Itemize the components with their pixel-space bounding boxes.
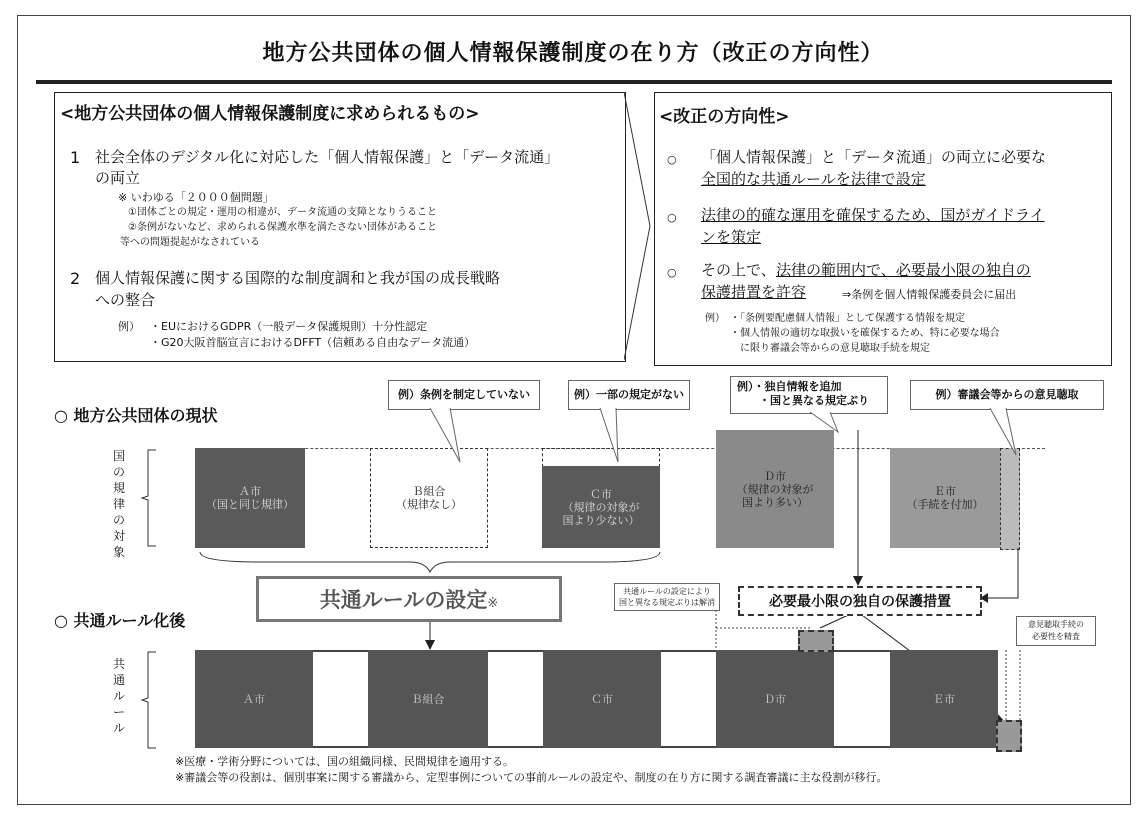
right-example-l1: ・「条例要配慮個人情報」として保護する情報を規定 (730, 313, 965, 324)
common-rule-text: 共通ルールの設定 (319, 588, 488, 612)
cell-a-name: Ａ市 (239, 485, 261, 498)
callout-hearing-text: 例）審議会等からの意見聴取 (935, 388, 1079, 401)
hearing-note (1016, 616, 1096, 646)
cell-a-sub: （国と同じ規律） (206, 498, 294, 511)
after-bar-a (195, 650, 313, 748)
bullet-2: ○ (667, 211, 677, 224)
cell-b-sub: （規律なし） (396, 498, 462, 511)
after-axis-label-col (112, 656, 126, 736)
cell-c-sub2: 国より少ない） (562, 513, 640, 527)
after-bar-d-label: Ｄ市 (764, 692, 786, 706)
callout-own-info-l2: ・国と異なる規定ぶり (759, 394, 869, 407)
resolved-note-l2: 国と異なる規定ぶりは解消 (619, 598, 715, 607)
e-hearing-measure (996, 720, 1022, 752)
right-example-l2: ・個人情報の適切な取扱いを確保するため、特に必要な場合 (730, 328, 1000, 339)
item1-note-l3: ②条例がないなど、求められる保護水準を満たさない団体があること (128, 222, 437, 233)
cell-e-name: Ｅ市 (934, 485, 956, 498)
footnote-2: ※審議会等の役割は、個別事案に関する審議から、定型事例についての事前ルールの設定や、制度の在り方に関する調査審議に主な役割が移行。 (175, 771, 888, 784)
resolved-note (614, 583, 720, 611)
bullet-3: ○ (667, 266, 677, 279)
b3-note: ⇒条例を個人情報保護委員会に届出 (842, 288, 1017, 301)
left-panel-heading: <地方公共団体の個人情報保護制度に求められるもの> (60, 104, 480, 124)
after-bar-b (368, 650, 488, 748)
right-example-l3: に限り審議会等からの意見聴取手続を規定 (740, 343, 930, 354)
b1-l2: 全国的な共通ルールを法律で設定 (701, 170, 926, 188)
after-heading: ○ 共通ルール化後 (54, 611, 186, 630)
item2-num: 2 (70, 269, 81, 288)
after-bar-b-label: Ｂ組合 (411, 692, 445, 706)
measures-text: 必要最小限の独自の保護措置 (769, 594, 951, 610)
common-rule-mark: ※ (487, 595, 499, 611)
b3-l1-b: 法律の範囲内で、必要最小限の独自の (776, 261, 1031, 279)
item1-text-l2: の両立 (95, 169, 141, 187)
cell-b-name: Ｂ組合 (412, 485, 446, 498)
cell-e-sub: （手続を付加） (906, 498, 984, 511)
cell-d-name: Ｄ市 (764, 469, 786, 483)
after-axis-label: 共通ルール (112, 657, 125, 735)
common-rule-box (256, 576, 562, 622)
resolved-note-l1: 共通ルールの設定により (623, 587, 711, 596)
after-bar-e-label: Ｅ市 (933, 692, 955, 706)
item1-text-l1: 社会全体のデジタル化に対応した「個人情報保護」と「データ流通」 (95, 148, 560, 166)
item2-text-l2: への整合 (95, 291, 156, 309)
cell-d-sub1: （規律の対象が (736, 482, 814, 496)
page-title: 地方公共団体の個人情報保護制度の在り方（改正の方向性） (262, 41, 884, 66)
after-bar-d (716, 650, 834, 748)
after-bracket (140, 650, 160, 750)
hearing-note-l1: 意見聴取手続の (1028, 620, 1084, 629)
after-bar-c-label: Ｃ市 (591, 692, 613, 706)
current-axis-label: 国の規律の対象 (112, 449, 125, 559)
after-bar-e (890, 650, 998, 748)
footnote-1: ※医療・学術分野については、国の組織同様、民間規律を適用する。 (175, 755, 514, 768)
cell-d-sub2: 国より多い） (742, 495, 808, 509)
item2-example-l2: ・G20大阪首脳宣言におけるDFFT（信頼ある自由なデータ流通） (150, 336, 476, 349)
callout-partial-text: 例）一部の規定がない (574, 388, 684, 401)
item1-note-l4: 等への問題提起がなされている (120, 237, 260, 248)
after-bar-c (543, 650, 661, 748)
item1-note-l1: ※ いわゆる「２０００個問題」 (118, 191, 274, 204)
right-panel-heading: <改正の方向性> (659, 107, 790, 127)
item2-text-l1: 個人情報保護に関する国際的な制度調和と我が国の成長戦略 (95, 269, 501, 287)
cell-c-sub1: （規律の対象が (562, 500, 640, 514)
bullet-1: ○ (667, 153, 677, 166)
after-bar-a-label: Ａ市 (243, 692, 265, 706)
callout-no-ordinance-text: 例）条例を制定していない (398, 388, 530, 401)
b3-l2: 保護措置を許容 (701, 283, 807, 301)
item2-example-label: 例） (118, 320, 140, 333)
measures-box (738, 586, 982, 616)
current-heading: ○ 地方公共団体の現状 (54, 406, 218, 425)
item1-num: 1 (70, 148, 81, 167)
item2-example-l1: ・EUにおけるGDPR（一般データ保護規則）十分性認定 (150, 320, 428, 333)
right-example-label: 例） (705, 313, 725, 324)
b2-l1: 法律の的確な運用を確保するため、国がガイドライ (701, 206, 1045, 224)
hearing-note-l2: 必要性を精査 (1032, 632, 1080, 641)
b2-l2: ンを策定 (701, 228, 762, 246)
d-own-measure (798, 630, 834, 652)
b3-l1-a: その上で、 (701, 261, 776, 279)
b1-l1: 「個人情報保護」と「データ流通」の両立に必要な (701, 148, 1047, 166)
callout-own-info-l1: 例）・独自情報を追加 (737, 380, 842, 393)
item1-note-l2: ①団体ごとの規定・運用の相違が、データ流通の支障となりうること (128, 207, 437, 218)
cell-c-name: Ｃ市 (590, 487, 612, 501)
